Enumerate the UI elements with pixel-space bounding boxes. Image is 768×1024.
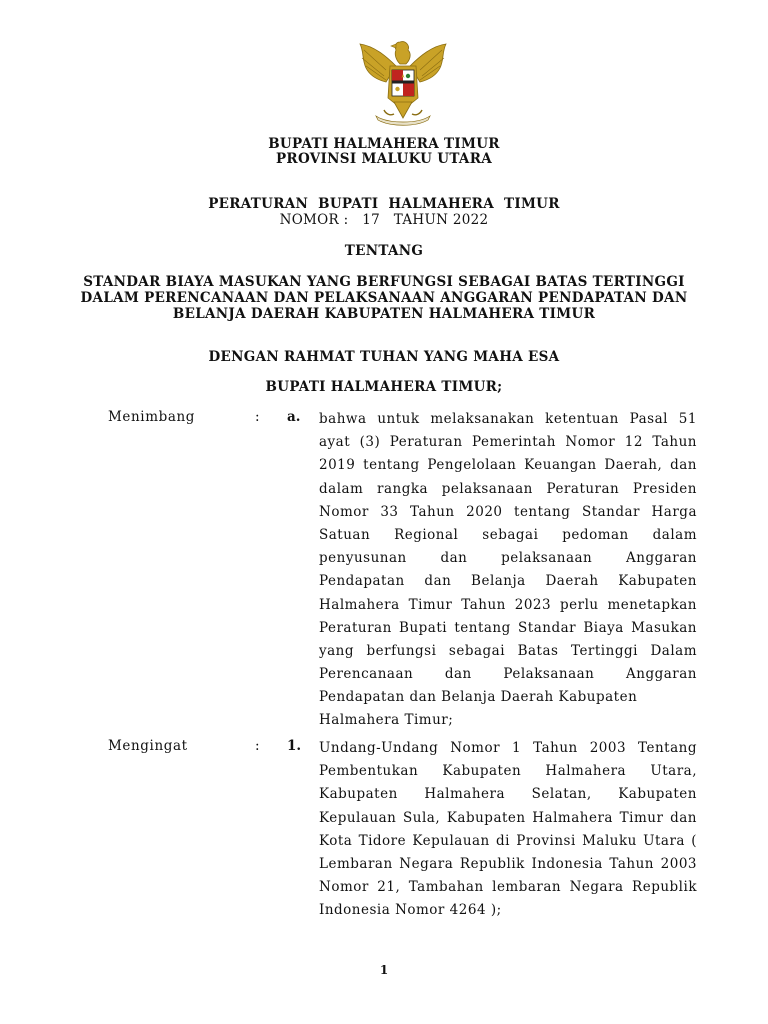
menimbang-line: Halmahera Timur Tahun 2023 perlu menetapkan (319, 596, 697, 613)
mengingat-line: Indonesia Nomor 4264 ); (319, 902, 502, 919)
authority-line-1: BUPATI HALMAHERA TIMUR (268, 136, 500, 152)
mengingat-label: Mengingat (108, 738, 188, 754)
mengingat-body (319, 737, 697, 923)
menimbang-line: Halmahera Timur; (319, 712, 454, 729)
menimbang-line: dalam rangka pelaksanaan Peraturan Presiden (319, 480, 697, 497)
menimbang-line: Satuan Regional sebagai pedoman dalam (319, 526, 697, 543)
menimbang-marker: a. (287, 409, 301, 425)
subject-line-3: BELANJA DAERAH KABUPATEN HALMAHERA TIMUR (172, 306, 596, 322)
menimbang-line: penyusunan dan pelaksanaan Anggaran (319, 550, 697, 567)
regent-line: BUPATI HALMAHERA TIMUR; (265, 379, 503, 395)
menimbang-label: Menimbang (108, 409, 196, 425)
subject-line-1: STANDAR BIAYA MASUKAN YANG BERFUNGSI SEBAGAI BATAS TERTINGGI (83, 274, 685, 290)
menimbang-line: ayat (3) Peraturan Pemerintah Nomor 12 Tahun (319, 434, 697, 451)
regulation-number: NOMOR : 17 TAHUN 2022 (279, 212, 489, 228)
menimbang-line: Pendapatan dan Belanja Daerah Kabupaten (319, 573, 697, 590)
menimbang-line: Nomor 33 Tahun 2020 tentang Standar Harga (319, 503, 697, 520)
garuda-emblem-icon (356, 36, 450, 126)
menimbang-body (319, 408, 697, 733)
regulation-title: PERATURAN BUPATI HALMAHERA TIMUR (208, 196, 560, 212)
mengingat-marker: 1. (287, 738, 302, 754)
mengingat-line: Kabupaten Halmahera Selatan, Kabupaten (319, 786, 697, 803)
authority-line-2: PROVINSI MALUKU UTARA (275, 151, 492, 167)
subject-line-2: DALAM PERENCANAAN DAN PELAKSANAAN ANGGARAN PENDAPATAN DAN (80, 290, 688, 306)
mengingat-line: Lembaran Negara Republik Indonesia Tahun 2003 (319, 855, 697, 872)
menimbang-line: bahwa untuk melaksanakan ketentuan Pasal 51 (319, 411, 697, 427)
menimbang-line: 2019 tentang Pengelolaan Keuangan Daerah, dan (319, 457, 697, 474)
menimbang-line: Perencanaan dan Pelaksanaan Anggaran (319, 666, 697, 683)
mengingat-line: Undang-Undang Nomor 1 Tahun 2003 Tentang (319, 740, 697, 756)
menimbang-line: yang berfungsi sebagai Batas Tertinggi Dalam (319, 642, 697, 659)
mengingat-line: Kepulauan Sula, Kabupaten Halmahera Timur dan (319, 809, 697, 826)
mengingat-colon: : (255, 738, 260, 754)
about-heading: TENTANG (344, 243, 424, 259)
blessing-line: DENGAN RAHMAT TUHAN YANG MAHA ESA (208, 349, 560, 365)
mengingat-line: Kota Tidore Kepulauan di Provinsi Maluku Utara ( (319, 832, 697, 849)
menimbang-colon: : (255, 409, 260, 425)
mengingat-line: Pembentukan Kabupaten Halmahera Utara, (319, 763, 697, 780)
page-number: 1 (379, 963, 389, 977)
menimbang-line: Pendapatan dan Belanja Daerah Kabupaten (319, 689, 638, 706)
menimbang-line: Peraturan Bupati tentang Standar Biaya Masukan (319, 619, 697, 636)
mengingat-line: Nomor 21, Tambahan lembaran Negara Republik (319, 879, 697, 896)
